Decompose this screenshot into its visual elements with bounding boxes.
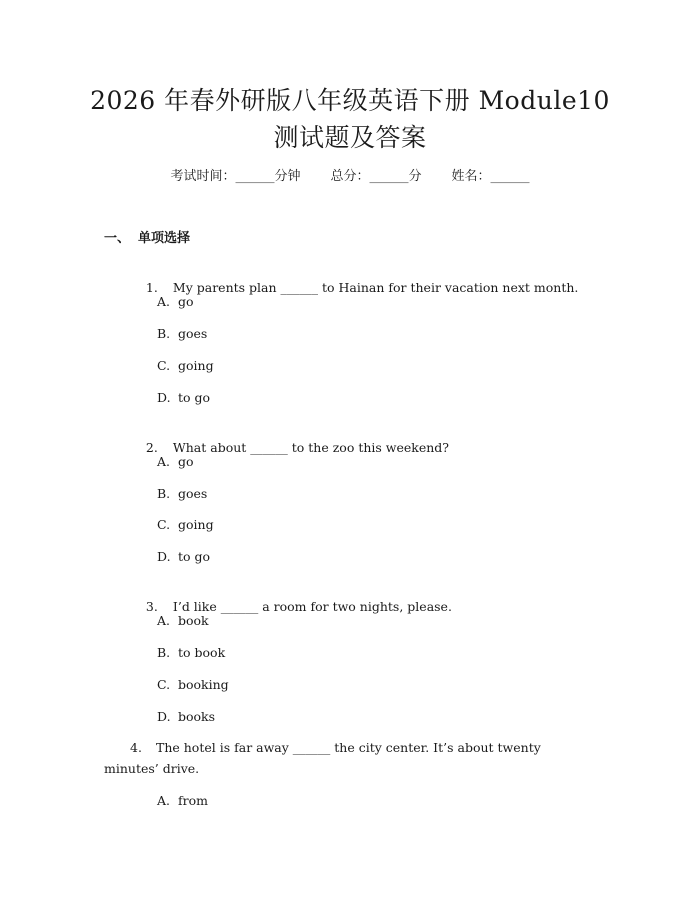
option-3a [157,612,209,630]
option-letter: B. [157,486,171,501]
option-1a [157,293,194,311]
option-letter: A. [157,793,171,808]
option-letter: D. [157,390,171,405]
option-letter: A. [157,454,171,469]
option-2b [157,485,207,503]
option-letter: B. [157,326,171,341]
option-3d [157,708,215,726]
option-1d [157,389,210,407]
option-text: go [178,454,194,469]
option-text: booking [178,677,229,692]
option-text: to go [178,549,211,564]
option-text: go [178,294,194,309]
option-letter: A. [157,294,171,309]
option-3c [157,676,229,694]
question-text: I’d like ______ a room for two nights, please. [172,599,452,614]
question-1 [130,261,578,315]
option-2c [157,516,214,534]
option-1b [157,325,207,343]
question-number: 1. [145,280,158,295]
exam-time-label: 考试时间：______分钟 [170,169,301,184]
option-2d [157,548,210,566]
question-number: 2. [145,440,158,455]
total-score-label: 总分：______分 [330,169,422,184]
option-letter: C. [157,358,171,373]
question-number: 4. [130,740,142,755]
option-text: going [178,358,214,373]
document-title-line-2: 测试题及答案 [273,123,427,152]
option-4a [157,792,208,810]
option-letter: B. [157,645,171,660]
option-text: goes [178,326,208,341]
option-text: to book [178,645,226,660]
section-title: 单项选择 [138,231,191,246]
section-heading [104,230,190,248]
exam-info [0,168,700,186]
question-text: What about ______ to the zoo this weekend? [172,440,450,455]
option-letter: C. [157,677,171,692]
document-title-line-1: 2026 年春外研版八年级英语下册 Module10 [90,86,610,115]
option-2a [157,453,194,471]
option-text: from [178,793,208,808]
option-text: books [178,709,216,724]
option-3b [157,644,225,662]
option-text: book [178,613,209,628]
student-name-label: 姓名：______ [451,169,530,184]
option-letter: C. [157,517,171,532]
question-text: My parents plan ______ to Hainan for their vacation next month. [172,280,579,295]
option-letter: A. [157,613,171,628]
option-letter: D. [157,549,171,564]
option-text: goes [178,486,208,501]
option-1c [157,357,214,375]
question-text: The hotel is far away ______ the city center. It’s about twenty minutes’ drive. [104,740,541,776]
question-number: 3. [145,599,158,614]
option-text: to go [178,390,211,405]
section-number: 一、 [104,231,131,246]
option-letter: D. [157,709,171,724]
option-text: going [178,517,214,532]
question-4 [104,737,594,779]
